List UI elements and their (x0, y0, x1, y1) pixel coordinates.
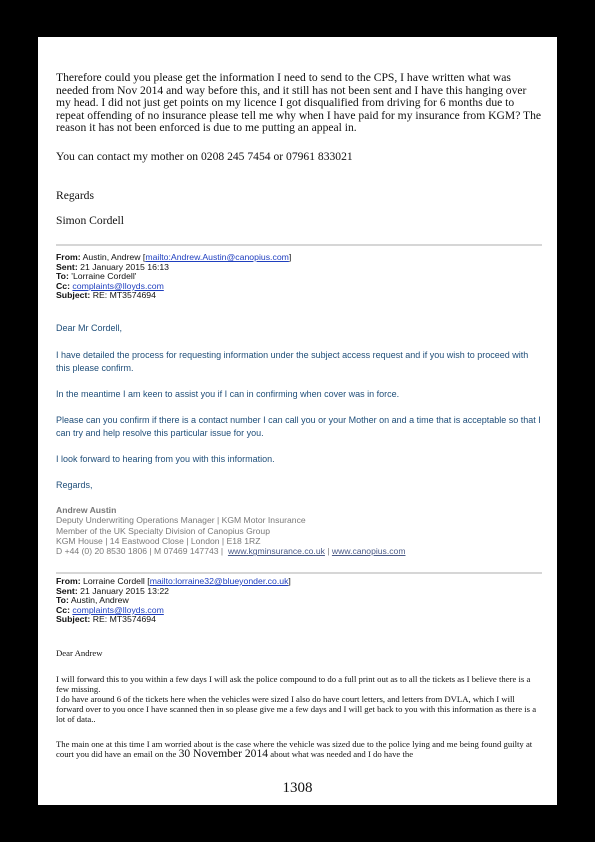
separator-line (56, 244, 542, 246)
from-label: From: (56, 252, 81, 262)
signature-separator: | (327, 546, 330, 557)
email2-greeting: Dear Andrew (56, 648, 103, 658)
email1-regards: Regards, (56, 480, 93, 490)
from-name: Austin, Andrew [ (82, 252, 146, 262)
from-bracket: ] (288, 576, 291, 586)
email1-paragraph-1: I have detailed the process for requesting information under the subject access request and if you wish to proceed with this please confirm. (56, 350, 529, 373)
email1-header (56, 253, 542, 301)
sent-label: Sent: (56, 261, 78, 272)
email1-paragraph-2: In the meantime I am keen to assist you if I can in confirming when cover was in force. (56, 389, 400, 399)
email2-paragraph-3 (56, 739, 544, 759)
email2-subject-row (56, 615, 542, 625)
from-bracket: ] (288, 252, 292, 262)
cc-email-link[interactable]: complaints@lloyds.com (72, 604, 164, 615)
cc-label: Cc: (56, 604, 70, 615)
subject-value: RE: MT3574694 (92, 614, 156, 625)
cc-email-link[interactable]: complaints@lloyds.com (72, 280, 164, 291)
upper-regards: Regards (56, 189, 94, 202)
signature-title: Deputy Underwriting Operations Manager | KGM Motor Insurance (56, 515, 306, 526)
email2-paragraph-2: I do have around 6 of the tickets here when the vehicles were sized I also do have court letters, and letters from DVLA, which I will forward over to you once I have scanned then in so please give me a few days and I will get back to you with this information as there is a lot of data.. (56, 694, 537, 725)
email2-paragraph-1: I will forward this to you within a few days I will ask the police compound to do a full print out as to all the tickets as I believe there is a few missing. (56, 674, 531, 695)
paragraph-3-end: about what was needed and I do have the (270, 749, 414, 760)
kgm-website-link[interactable]: www.kgminsurance.co.uk (227, 546, 325, 557)
signature-phone: D +44 (0) 20 8530 1806 | M 07469 147743 | (56, 546, 224, 557)
cc-label: Cc: (56, 280, 70, 291)
upper-paragraph-1: Therefore could you please get the information I need to send to the CPS, I have written what was needed from Nov 2014 and way before this, and it still has not been sent and I have this hanging over my head. I did not just get points on my licence I got disqualified from driving for 6 months due to repeat offending of no insurance please tell me why when I have paid for my insurance from KGM? The reason it has not been enforced is due to me putting an appeal in. (56, 71, 542, 135)
signature-address: KGM House | 14 Eastwood Close | London | E18 1RZ (56, 535, 261, 546)
sent-value: 21 January 2015 16:13 (80, 261, 170, 272)
document-page (38, 37, 557, 805)
upper-paragraph-2: You can contact my mother on 0208 245 7454 or 07961 833021 (56, 150, 353, 163)
sent-label: Sent: (56, 585, 78, 596)
to-label: To: (56, 595, 69, 606)
separator-line-2 (56, 572, 542, 574)
from-email-link[interactable]: mailto:lorraine32@blueyonder.co.uk (149, 576, 289, 586)
signature-contact-row (56, 546, 542, 556)
email1-subject-row (56, 291, 542, 301)
email1-greeting: Dear Mr Cordell, (56, 323, 123, 333)
upper-signature: Simon Cordell (56, 214, 124, 227)
subject-value: RE: MT3574694 (92, 290, 156, 301)
email2-header (56, 577, 542, 625)
page-number: 1308 (282, 780, 313, 796)
paragraph-3-start: The main one at this time I am worried about is the case where the vehicle was sized due to the police lying and me being found guilty at court you did have an email on the (56, 739, 533, 760)
paragraph-3-date: 30 November 2014 (178, 747, 269, 761)
from-name: Lorraine Cordell [ (83, 576, 150, 586)
canopius-website-link[interactable]: www.canopius.com (331, 546, 406, 557)
email1-signature (56, 505, 542, 556)
to-label: To: (56, 271, 69, 282)
subject-label: Subject: (56, 614, 91, 625)
signature-member: Member of the UK Specialty Division of Canopius Group (56, 525, 270, 536)
from-label: From: (56, 576, 81, 586)
email1-paragraph-4: I look forward to hearing from you with this information. (56, 454, 275, 464)
signature-name: Andrew Austin (56, 505, 117, 515)
subject-label: Subject: (56, 290, 91, 301)
to-value: Austin, Andrew (70, 595, 129, 606)
email1-paragraph-3: Please can you confirm if there is a contact number I can call you or your Mother on and a time that is acceptable so that I can try and help resolve this particular issue for you. (56, 415, 541, 438)
sent-value: 21 January 2015 13:22 (80, 585, 170, 596)
to-value: 'Lorraine Cordell' (71, 271, 137, 282)
from-email-link[interactable]: mailto:Andrew.Austin@canopius.com (145, 252, 289, 262)
